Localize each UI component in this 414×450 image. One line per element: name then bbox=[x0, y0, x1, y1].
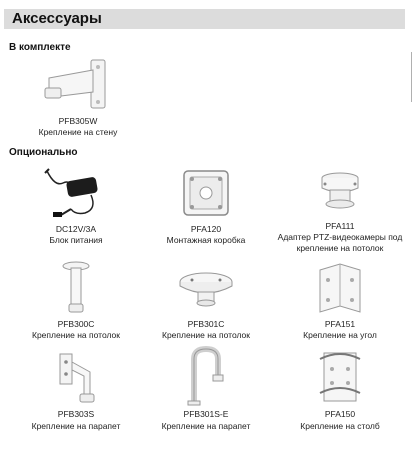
accessory-pfb300c bbox=[32, 260, 120, 340]
accessory-code: DC12V/3A bbox=[55, 224, 97, 234]
header-bar bbox=[4, 9, 405, 29]
wall-mount-bracket-icon bbox=[41, 58, 115, 115]
accessory-description: Адаптер PTZ-видеокамеры под крепление на потолок bbox=[277, 232, 403, 253]
accessory-description: Крепление на парапет bbox=[31, 421, 121, 431]
accessory-code: PFA120 bbox=[190, 224, 222, 234]
section-label-optional: Опционально bbox=[9, 147, 78, 158]
accessory-description: Крепление на стену bbox=[38, 127, 118, 137]
ptz-adapter-icon bbox=[313, 168, 367, 217]
accessory-pfb305w bbox=[38, 58, 118, 143]
accessory-description: Блок питания bbox=[49, 235, 103, 245]
section-label-included: В комплекте bbox=[9, 42, 71, 53]
ceiling-mount-disc-icon bbox=[178, 270, 234, 315]
accessory-code: PFB300C bbox=[57, 319, 95, 329]
accessory-pfb303s bbox=[31, 352, 121, 437]
accessory-pfb301c bbox=[162, 270, 250, 340]
accessory-code: PFA151 bbox=[324, 319, 356, 329]
accessory-code: PFB305W bbox=[58, 116, 98, 126]
accessory-description: Крепление на потолок bbox=[162, 330, 250, 340]
page-title: Аксессуары bbox=[12, 10, 102, 27]
accessory-dc12v3a bbox=[36, 165, 116, 245]
accessory-pfa120 bbox=[166, 165, 246, 245]
accessory-pfa151 bbox=[300, 262, 380, 342]
accessory-code: PFB301C bbox=[187, 319, 225, 329]
ceiling-pendant-mount-icon bbox=[61, 260, 91, 321]
accessory-pfb301s-e bbox=[161, 345, 251, 437]
edge-divider bbox=[411, 52, 412, 102]
accessory-code: PFA150 bbox=[324, 409, 356, 419]
accessory-code: PFB301S-E bbox=[183, 409, 229, 419]
parapet-mount-icon bbox=[54, 352, 98, 411]
power-adapter-icon bbox=[41, 165, 111, 224]
accessory-pfa111 bbox=[277, 168, 403, 258]
pole-mount-icon bbox=[316, 347, 364, 412]
accessory-pfa150 bbox=[300, 347, 380, 437]
accessory-description: Крепление на потолок bbox=[32, 330, 120, 340]
parapet-gooseneck-mount-icon bbox=[186, 345, 226, 412]
accessory-code: PFB303S bbox=[57, 409, 95, 419]
accessory-description: Крепление на столб bbox=[300, 421, 380, 431]
accessory-description: Крепление на угол bbox=[303, 330, 377, 340]
accessory-description: Монтажная коробка bbox=[166, 235, 246, 245]
corner-mount-icon bbox=[316, 262, 364, 321]
accessory-description: Крепление на парапет bbox=[161, 421, 251, 431]
junction-box-icon bbox=[178, 165, 234, 226]
accessory-code: PFA111 bbox=[325, 221, 355, 231]
